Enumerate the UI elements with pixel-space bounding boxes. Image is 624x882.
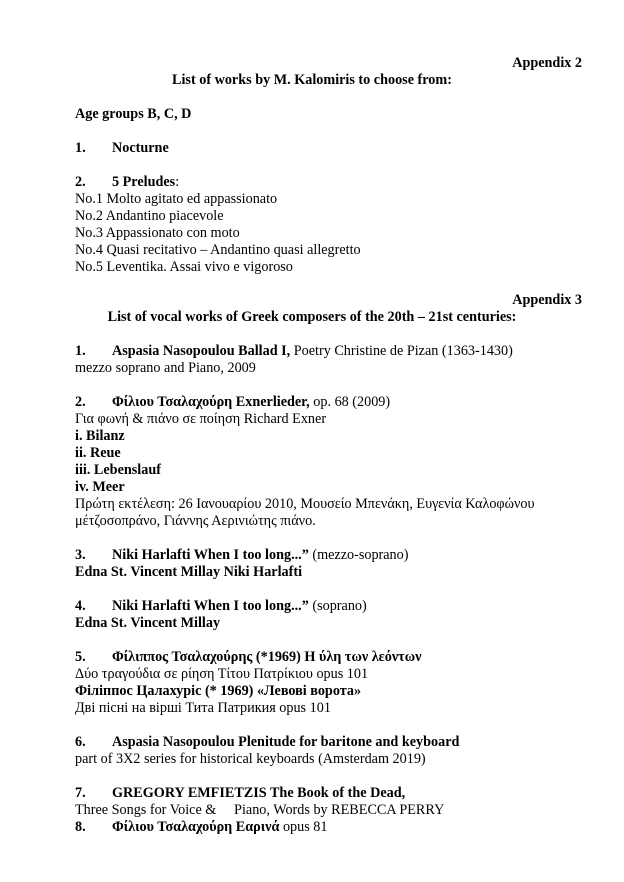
item-number: 2. [75, 174, 86, 190]
item-number: 1. [75, 140, 86, 156]
item-title: Φίλιου Τσαλαχούρη Εαρινά [112, 819, 280, 835]
appendix-3-title: List of vocal works of Greek composers of the 20th – 21st centuries: [107, 309, 517, 325]
item-number: 4. [75, 598, 86, 614]
prelude-line: No.1 Molto agitato ed appassionato [75, 191, 278, 207]
song-title: ii. Reue [75, 445, 121, 461]
vocal-work-7 [75, 785, 405, 802]
song-title: iv. Meer [75, 479, 125, 495]
item-title: GREGORY EMFIETZIS The Book of the Dead, [112, 785, 406, 801]
vocal-work-detail: part of 3X2 series for historical keyboards (Amsterdam 2019) [75, 751, 426, 767]
vocal-work-poet: Edna St. Vincent Millay Niki Harlafti [75, 564, 303, 580]
item-number: 2. [75, 394, 86, 410]
vocal-work-translated-title: Філіппос Цалахуріс (* 1969) «Левові ворота» [75, 683, 362, 699]
vocal-work-detail: Για φωνή & πιάνο σε ποίηση Richard Exner [75, 411, 327, 427]
vocal-work-6 [75, 734, 459, 751]
vocal-work-detail: Δύο τραγούδια σε ρίηση Τίτου Πατρίκιου opus 101 [75, 666, 369, 682]
work-item-nocturne [75, 140, 169, 157]
vocal-work-detail: mezzo soprano and Piano, 2009 [75, 360, 256, 376]
item-title: Niki Harlafti When I too long...” [112, 547, 309, 563]
item-title: Aspasia Nasopoulou Plenitude for baritone and keyboard [112, 734, 460, 750]
item-number: 1. [75, 343, 86, 359]
item-number: 8. [75, 819, 86, 835]
vocal-work-2 [75, 394, 390, 411]
appendix-3-label: Appendix 3 [512, 292, 582, 308]
item-details: (mezzo-soprano) [308, 547, 409, 563]
item-title: Aspasia Nasopoulou Ballad I, [112, 343, 291, 359]
item-title: Φίλιου Τσαλαχούρη Exnerlieder, [112, 394, 310, 410]
vocal-work-detail: Дві пісні на вірші Тита Патрикия opus 101 [75, 700, 331, 716]
item-details: Poetry Christine de Pizan (1363-1430) [290, 343, 513, 359]
item-title: Niki Harlafti When I too long...” [112, 598, 309, 614]
song-title: iii. Lebenslauf [75, 462, 161, 478]
item-number: 3. [75, 547, 86, 563]
vocal-work-3 [75, 547, 408, 564]
item-number: 7. [75, 785, 86, 801]
prelude-line: No.3 Appassionato con moto [75, 225, 240, 241]
appendix-2-label: Appendix 2 [512, 55, 582, 71]
item-title: Nocturne [112, 140, 169, 156]
item-title: 5 Preludes [112, 174, 176, 190]
vocal-work-5 [75, 649, 421, 666]
vocal-work-poet: Edna St. Vincent Millay [75, 615, 221, 631]
prelude-line: No.5 Leventika. Assai vivo e vigoroso [75, 259, 293, 275]
song-title: i. Bilanz [75, 428, 125, 444]
item-number: 5. [75, 649, 86, 665]
appendix-2-title: List of works by M. Kalomiris to choose from: [172, 72, 452, 88]
age-groups-heading: Age groups B, C, D [75, 106, 192, 122]
prelude-line: No.4 Quasi recitativo – Andantino quasi allegretto [75, 242, 361, 258]
item-colon: : [175, 174, 180, 190]
item-details: op. 68 (2009) [309, 394, 391, 410]
prelude-line: No.2 Andantino piacevole [75, 208, 224, 224]
vocal-work-8 [75, 819, 328, 836]
vocal-work-4 [75, 598, 367, 615]
vocal-work-detail: Three Songs for Voice & Piano, Words by REBECCA PERRY [75, 802, 445, 818]
vocal-work-detail: Πρώτη εκτέλεση: 26 Ιανουαρίου 2010, Μουσείο Μπενάκη, Ευγενία Καλοφώνου [75, 496, 535, 512]
item-details: opus 81 [279, 819, 328, 835]
item-number: 6. [75, 734, 86, 750]
vocal-work-1 [75, 343, 513, 360]
vocal-work-detail: μέτζοσοπράνο, Γιάννης Αερινιώτης πιάνο. [75, 513, 316, 529]
item-details: (soprano) [308, 598, 367, 614]
work-item-preludes [75, 174, 179, 191]
item-title: Φίλιππος Τσαλαχούρης (*1969) Η ύλη των λεόντων [112, 649, 422, 665]
